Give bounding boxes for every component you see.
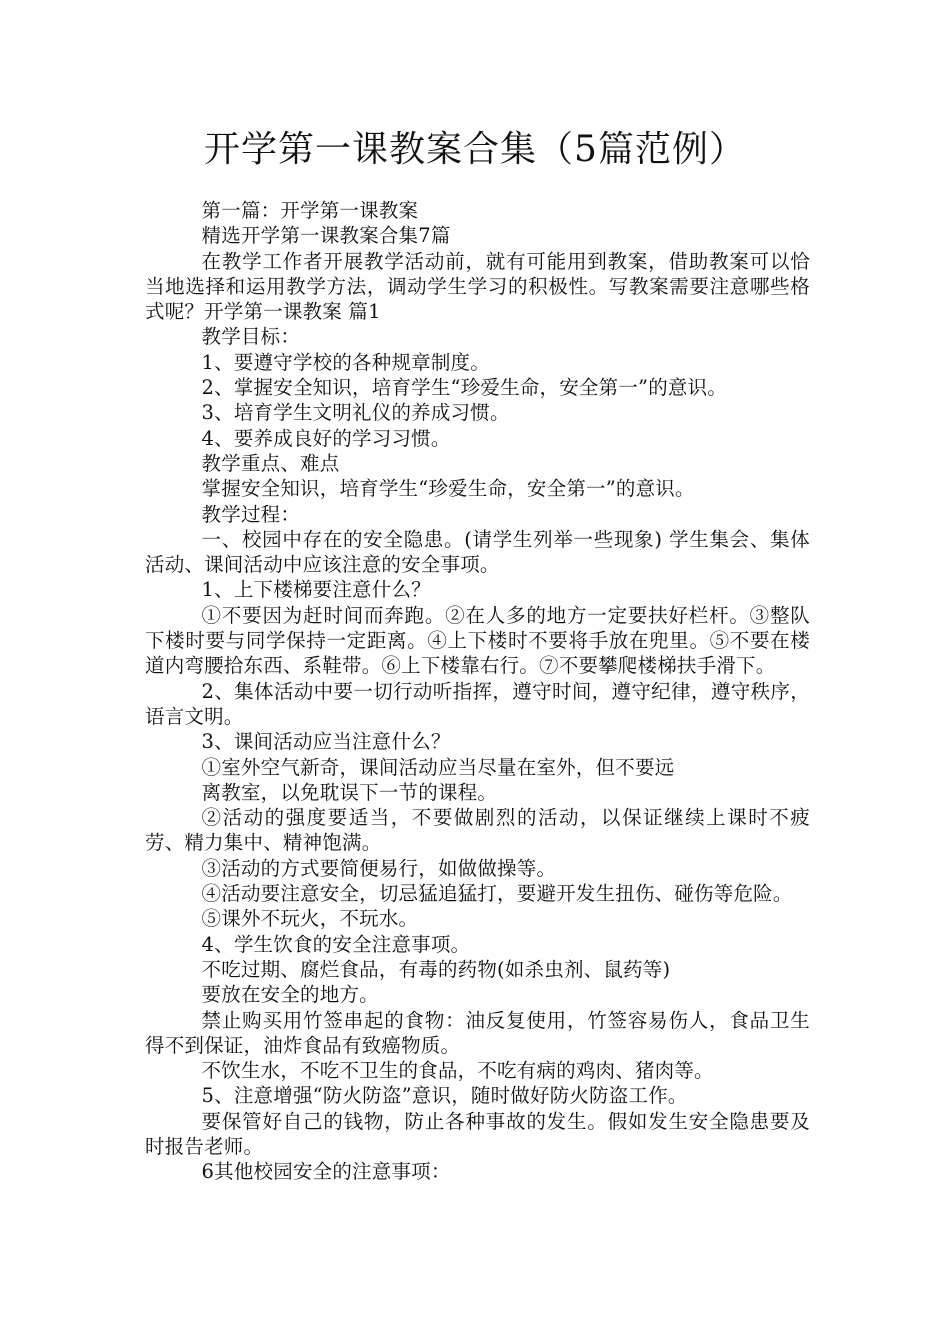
paragraph: 教学目标：	[201, 325, 301, 349]
paragraph: 6其他校园安全的注意事项：	[201, 1160, 451, 1184]
paragraph: 掌握安全知识，培育学生“珍爱生命，安全第一”的意识。	[201, 477, 695, 501]
paragraph: 一、校园中存在的安全隐患。(请学生列举一些现象) 学生集会、集体活动、课间活动中应该注意的安全事项。	[145, 527, 810, 577]
paragraph: 教学过程：	[201, 502, 301, 526]
paragraph: 要保管好自己的钱物，防止各种事故的发生。假如发生安全隐患要及时报告老师。	[145, 1109, 810, 1158]
paragraph: 1、上下楼梯要注意什么？	[201, 578, 431, 602]
paragraph: 4、要养成良好的学习习惯。	[201, 426, 451, 450]
paragraph: 不吃过期、腐烂食品，有毒的药物(如杀虫剂、鼠药等)	[201, 957, 671, 981]
paragraph: ③活动的方式要简便易行，如做做操等。	[201, 856, 557, 880]
paragraph: 要放在安全的地方。	[201, 983, 379, 1007]
paragraph: 精选开学第一课教案合集7篇	[201, 224, 451, 248]
paragraph: 离教室，以免耽误下一节的课程。	[201, 780, 498, 804]
paragraph: ①不要因为赶时间而奔跑。②在人多的地方一定要扶好栏杆。③整队下楼时要与同学保持一定距离。④上下楼时不要将手放在兜里。⑤不要在楼道内弯腰拾东西、系鞋带。⑥上下楼靠右行。⑦不要攀爬楼梯扶手滑下。	[145, 603, 810, 678]
paragraph: 3、课间活动应当注意什么？	[201, 730, 451, 754]
paragraph: 3、培育学生文明礼仪的养成习惯。	[201, 401, 510, 425]
paragraph: 2、集体活动中要一切行动听指挥，遵守时间，遵守纪律，遵守秩序，语言文明。	[145, 679, 810, 728]
paragraph: 5、注意增强“防火防盗”意识，随时做好防火防盗工作。	[201, 1084, 688, 1108]
paragraph: 不饮生水，不吃不卫生的食品，不吃有病的鸡肉、猪肉等。	[201, 1059, 714, 1083]
paragraph: 教学重点、难点	[201, 451, 340, 475]
paragraph: ②活动的强度要适当，不要做剧烈的活动，以保证继续上课时不疲劳、精力集中、精神饱满。	[145, 806, 810, 855]
paragraph: 第一篇：开学第一课教案	[201, 199, 419, 222]
document-body	[145, 198, 810, 1185]
paragraph: ①室外空气新奇，课间活动应当尽量在室外，但不要远	[201, 755, 675, 779]
paragraph: ⑤课外不玩火，不玩水。	[201, 907, 419, 931]
paragraph: 禁止购买用竹签串起的食物：油反复使用，竹签容易伤人，食品卫生得不到保证，油炸食品有致癌物质。	[145, 1008, 810, 1057]
document-title: 开学第一课教案合集（5篇范例）	[204, 129, 746, 170]
paragraph: 1、要遵守学校的各种规章制度。	[201, 350, 490, 374]
paragraph: 2、掌握安全知识，培育学生“珍爱生命，安全第一”的意识。	[201, 376, 727, 400]
paragraph: ④活动要注意安全，切忌猛追猛打，要避开发生扭伤、碰伤等危险。	[201, 882, 793, 906]
paragraph: 4、学生饮食的安全注意事项。	[201, 932, 471, 956]
paragraph: 在教学工作者开展教学活动前，就有可能用到教案，借助教案可以恰当地选择和运用教学方法，调动学生学习的积极性。写教案需要注意哪些格式呢？开学第一课教案 篇1	[145, 249, 810, 324]
